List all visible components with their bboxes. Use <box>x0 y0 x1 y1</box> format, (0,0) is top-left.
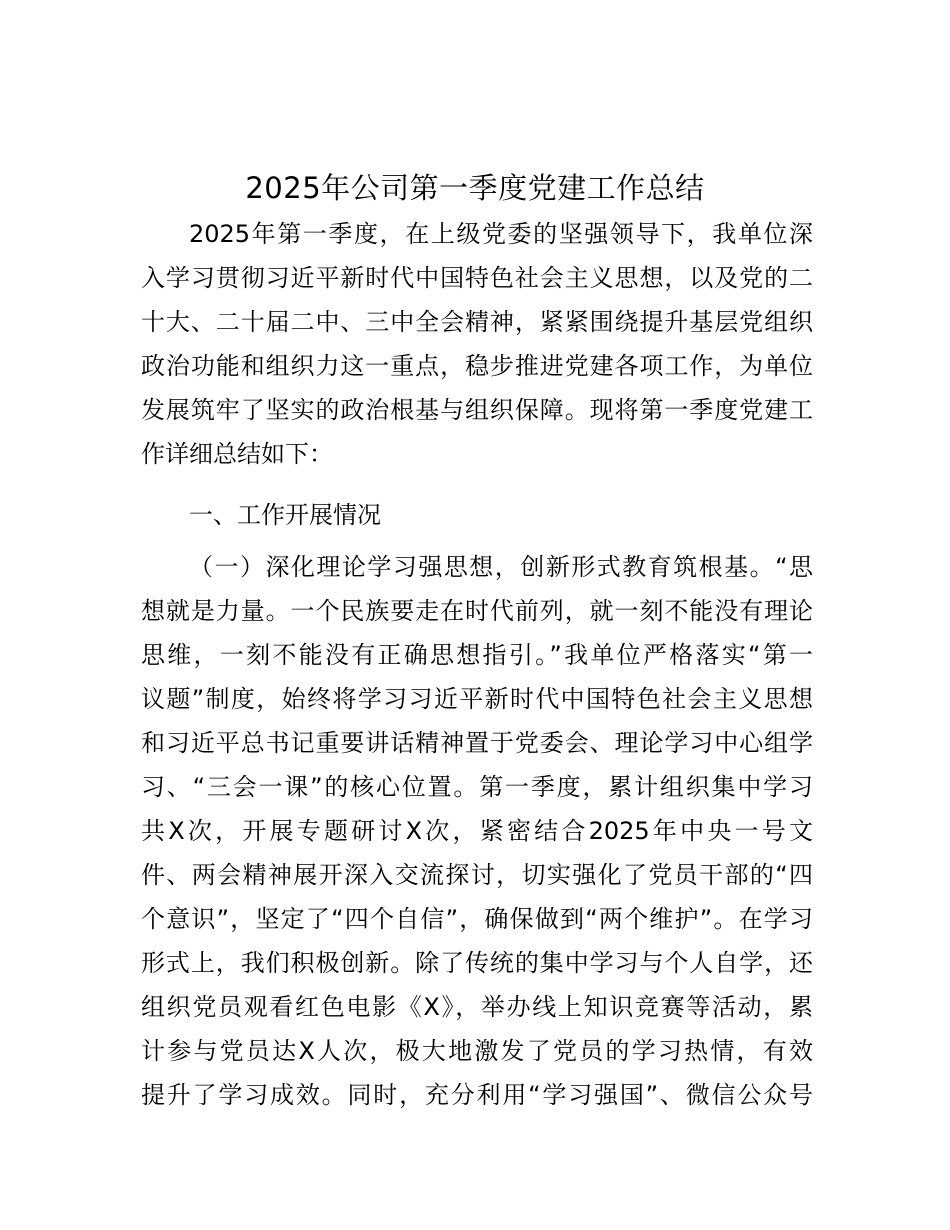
body-line: 习、“三会一课”的核心位置。第一季度，累计组织集中学习 <box>141 773 813 801</box>
intro-line: 政治功能和组织力这一重点，稳步推进党建各项工作，为单位 <box>141 352 813 380</box>
body-line: 议题”制度，始终将学习习近平新时代中国特色社会主义思想 <box>141 685 813 713</box>
body-line: 件、两会精神展开深入交流探讨，切实强化了党员干部的“四 <box>141 861 813 889</box>
body-line: 计参与党员达X人次，极大地激发了党员的学习热情，有效 <box>141 1037 813 1065</box>
body-line: 形式上，我们积极创新。除了传统的集中学习与个人自学，还 <box>141 949 813 977</box>
intro-line: 作详细总结如下： <box>141 440 333 468</box>
body-line: （一）深化理论学习强思想，创新形式教育筑根基。“思 <box>189 553 813 581</box>
body-line: 提升了学习成效。同时，充分利用“学习强国”、微信公众号 <box>141 1081 813 1109</box>
body-line: 想就是力量。一个民族要走在时代前列，就一刻不能没有理论 <box>141 597 813 625</box>
body-line: 思维，一刻不能没有正确思想指引。”我单位严格落实“第一 <box>141 641 813 669</box>
document-title: 2025年公司第一季度党建工作总结 <box>245 171 705 205</box>
intro-line: 入学习贯彻习近平新时代中国特色社会主义思想，以及党的二 <box>141 264 813 292</box>
body-line: 共X次，开展专题研讨X次，紧密结合2025年中央一号文 <box>141 817 813 845</box>
intro-line: 2025年第一季度，在上级党委的坚强领导下，我单位深 <box>189 220 813 248</box>
section-heading: 一、工作开展情况 <box>189 501 381 529</box>
intro-line: 发展筑牢了坚实的政治根基与组织保障。现将第一季度党建工 <box>141 396 813 424</box>
body-line: 和习近平总书记重要讲话精神置于党委会、理论学习中心组学 <box>141 729 813 757</box>
body-line: 个意识”，坚定了“四个自信”，确保做到“两个维护”。在学习 <box>141 905 813 933</box>
body-line: 组织党员观看红色电影《X》，举办线上知识竞赛等活动，累 <box>141 993 813 1021</box>
intro-line: 十大、二十届二中、三中全会精神，紧紧围绕提升基层党组织 <box>141 308 813 336</box>
